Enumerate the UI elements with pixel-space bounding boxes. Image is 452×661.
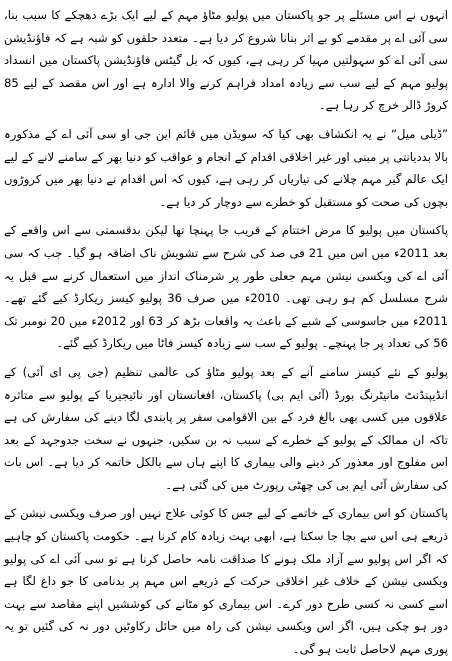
article-paragraph-3: پاکستان میں پولیو کا مرض اختتام کے قریب جا پہنچا تھا لیکن بدقسمتی سے اس واقعے کے بعد 2011ء میں اس میں 21 فی صد کی شرح سے تشویش ناک اضافہ ہو گیا۔ جب کہ سی آئی اے کی ویکسی نیشن مہم جعلی طور پر شرمناک انداز میں استعمال کرنے سے قبل یہ شرح مسلسل کم ہو رہی تھی۔ 2010ء میں صرف 36 پولیو کیسز ریکارڈ کیے گئے تھے۔ 2011ء میں جاسوسی کے شبے کے باعث یہ واقعات بڑھ کر 63 اور 2012ء میں 20 نومبر تک 56 کی تعداد پر جا پہنچے۔ پولیو کے سب سے زیادہ کیسز فاٹا میں ریکارڈ کیے گئے۔ <box>4 223 449 351</box>
article-paragraph-4: پولیو کے نئے کیسز سامنے آنے کے بعد پولیو مٹاؤ کی عالمی تنظیم (جی پی ای آئی) کے انڈیپنڈنٹ مانیٹرنگ بورڈ (آئی ایم بی) پاکستان، افغانستان اور نائیجیریا کے پولیو سے متاثرہ علاقوں میں کسی بھی بالغ فرد کے بین الاقوامی سفر پر پابندی لگا دینے کی سفارش کی ہے تاکہ ان ممالک کے پولیو کے خطرے کے سبب نہ بن سکیں، جنہوں نے سخت جدوجہد کے بعد اس مفلوج اور معذور کر دینے والی بیماری کا اپنے ہاں سے بالکل خاتمہ کر دیا ہے۔ اس بات کی سفارش آئی ایم بی کی چھٹی رپورٹ میں کی گئی ہے۔ <box>4 364 448 492</box>
article-paragraph-5: پاکستان کو اس بیماری کے خاتمے کے لیے جس کا کوئی علاج نہیں اور صرف ویکسی نیشن کے ذریعے ہی اس سے بچا جا سکتا ہے، ابھی بہت زیادہ کام کرنا ہے۔ حکومت پاکستان کو چاہیے کہ اگر اس پولیو سے آزاد ملک ہونے کا صداقت نامہ حاصل کرنا ہے تو سی آئی اے کی پولیو ویکسی نیشن کے خلاف غیر اخلاقی حرکت کے ذریعے اس مہم پر بدنامی کا جو داغ لگا ہے اسے کسی نہ کسی طرح دور کرے۔ اس بیماری کو مٹانے کی کوششیں اپنے مقاصد سے بہت دور ہو چکی ہیں، اگر اس ویکسی نیشن کی راہ میں حائل رکاوٹیں دور نہ کی گئیں تو یہ پوری مہم لاحاصل ثابت ہو گی۔ <box>4 506 448 657</box>
article-paragraph-1: انہوں نے اس مسئلے پر جو پاکستان میں پولیو مٹاؤ مہم کے لیے ایک بڑے دھچکے کا سبب بنا، سی آئی اے پر مقدمے کو بے اثر بنانا شروع کر دیا ہے۔ متعدد حلقوں کو شبہ ہے کہ فاؤنڈیشن سی آئی اے کو سہولتیں مہیا کر رہی ہے، کیوں کہ بل گیٹس فاؤنڈیشن پاکستان میں انسداد پولیو مہم کے لیے سب سے زیادہ امداد فراہم کرنے والا ادارہ ہے اور اس مقصد کے لیے 85 کروڑ ڈالر خرچ کر رہا ہے۔ <box>4 8 448 113</box>
article-paragraph-2: ”ڈیلی میل“ نے یہ انکشاف بھی کیا کہ سویڈن میں قائم این جی او سی آئی اے کے مذکورہ بالا بددیانتی پر مبنی اور غیر اخلاقی اقدام کے انجام و عواقب کو دنیا بھر کے سامنے لانے کے لیے ایک عالم گیر مہم چلانے کی تیاریاں کر رہی ہے، کیوں کہ اس اقدام نے دنیا بھر میں کروڑوں بچوں کی صحت کو مستقبل کو خطرے سے دوچار کر دیا ہے۔ <box>4 126 448 209</box>
